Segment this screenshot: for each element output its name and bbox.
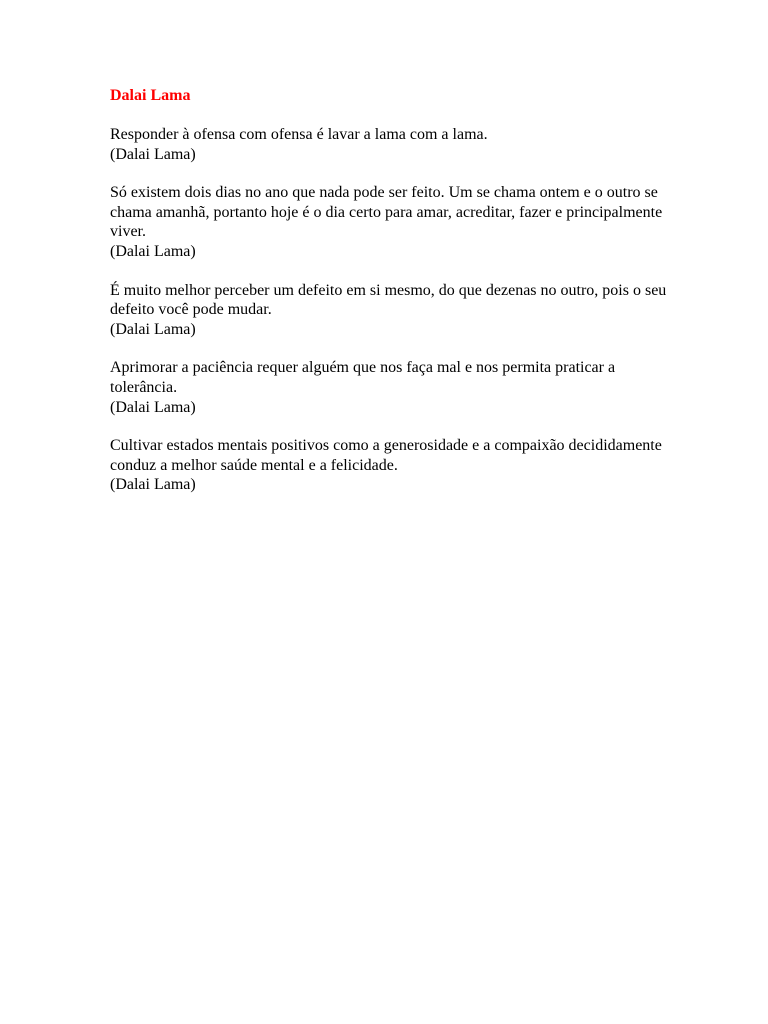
quote-block [110,358,670,417]
quote-text: Só existem dois dias no ano que nada pode ser feito. Um se chama ontem e o outro se chama amanhã, portanto hoje é o dia certo para amar, acreditar, fazer e principalmente viver. [110,184,663,241]
quote-block [110,436,670,495]
quote-text: Aprimorar a paciência requer alguém que nos faça mal e nos permita praticar a tolerância. [110,359,616,396]
document-page [110,86,670,514]
quote-text: Cultivar estados mentais positivos como a generosidade e a compaixão decididamente conduz a melhor saúde mental e a felicidade. [110,437,662,474]
quote-author: (Dalai Lama) [110,398,196,416]
quote-author: (Dalai Lama) [110,242,196,260]
quote-author: (Dalai Lama) [110,320,196,338]
quote-text: É muito melhor perceber um defeito em si mesmo, do que dezenas no outro, pois o seu defeito você pode mudar. [110,281,667,319]
document-title: Dalai Lama [110,87,191,104]
quote-text: Responder à ofensa com ofensa é lavar a lama com a lama. [110,126,488,143]
quote-block [110,183,670,261]
quote-author: (Dalai Lama) [110,145,196,163]
quote-block [110,125,670,164]
quote-author: (Dalai Lama) [110,476,196,494]
quote-block [110,281,670,340]
